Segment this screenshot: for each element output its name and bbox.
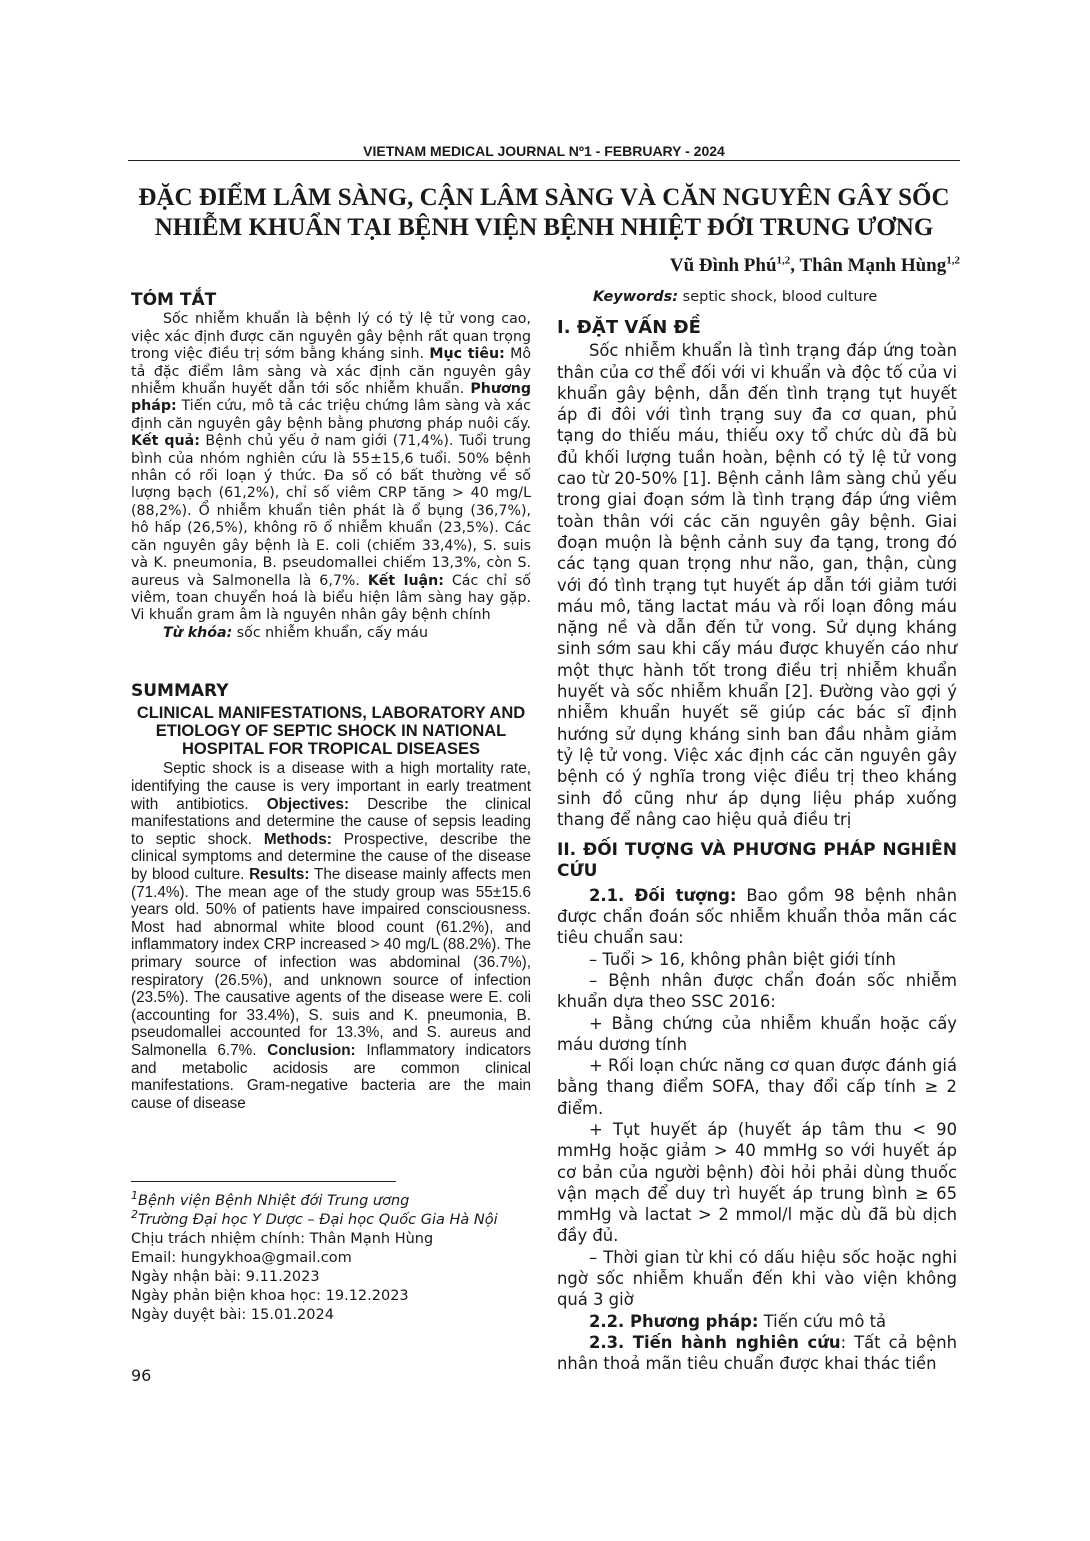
summary-text-2: Describe the clinical manifestations and determine the cause of sepsis leading to septic shock. bbox=[131, 795, 531, 848]
article-title bbox=[128, 183, 960, 243]
author-2-affil: 1,2 bbox=[946, 254, 960, 267]
summary-title: CLINICAL MANIFESTATIONS, LABORATORY AND ETIOLOGY OF SEPTIC SHOCK IN NATIONAL HOSPITAL FOR TROPICAL DISEASES bbox=[136, 704, 526, 759]
authors bbox=[670, 255, 960, 277]
author-2: Thân Mạnh Hùng bbox=[799, 255, 947, 276]
tomtat-label-conclusion: Kết luận: bbox=[367, 572, 444, 589]
summary-label-results: Results: bbox=[249, 865, 310, 883]
tomtat-text-1: Sốc nhiễm khuẩn là bệnh lý có tỷ lệ tử vong cao, việc xác định được căn nguyên gây bệnh rất quan trọng trong việc điều trị sớm bằng kháng sinh. bbox=[131, 311, 531, 363]
footnote-2-sup: 2 bbox=[131, 1208, 138, 1222]
tomtat-text-5: Các chỉ số viêm, toan chuyển hoá là biểu hiện lâm sàng hay gặp. Vi khuẩn gram âm là nguyên nhân gây bệnh chính bbox=[131, 572, 531, 624]
footnote-2 bbox=[131, 1208, 531, 1230]
criterion-ssc: – Bệnh nhân được chẩn đoán sốc nhiễm khuẩn dựa theo SSC 2016: bbox=[557, 970, 957, 1012]
summary-text-1: Septic shock is a disease with a high mortality rate, identifying the cause is very important in early treatment with antibiotics. bbox=[131, 760, 531, 813]
tomtat-text-3: Tiến cứu, mô tả các triệu chứng lâm sàng và xác định căn nguyên gây bệnh bằng phương pháp nuôi cấy. bbox=[131, 398, 531, 432]
tomtat-heading: TÓM TẮT bbox=[131, 290, 217, 310]
subsection-2-3-text: : Tất cả bệnh nhân thoả mãn tiêu chuẩn được khai thác tiền bbox=[557, 1332, 957, 1374]
header-rule bbox=[128, 160, 960, 161]
summary-text-3: Prospective, describe the clinical symptoms and determine the cause of the disease by blood culture. bbox=[131, 830, 531, 883]
criterion-sofa: + Rối loạn chức năng cơ quan được đánh giá bằng thang điểm SOFA, thay đổi cấp tính ≥ 2 điểm. bbox=[557, 1056, 957, 1118]
summary-text-5: Inflammatory indicators and metabolic acidosis are common clinical manifestations. Gram-negative bacteria are the main cause of disease bbox=[131, 1041, 531, 1112]
summary-label-objectives: Objectives: bbox=[266, 795, 350, 813]
tomtat-text-2: Mô tả đặc điểm lâm sàng và xác định căn nguyên gây nhiễm khuẩn huyết dẫn tới sốc nhiễm khuẩn. bbox=[131, 346, 532, 398]
date-accepted: Ngày duyệt bài: 15.01.2024 bbox=[131, 1307, 334, 1323]
date-reviewed: Ngày phản biện khoa học: 19.12.2023 bbox=[131, 1288, 409, 1304]
footnote-1-text: Bệnh viện Bệnh Nhiệt đới Trung ương bbox=[138, 1193, 410, 1209]
footnote-1-sup: 1 bbox=[131, 1189, 138, 1203]
keywords-text: septic shock, blood culture bbox=[678, 289, 878, 305]
criterion-age: – Tuổi > 16, không phân biệt giới tính bbox=[589, 949, 896, 969]
footnotes bbox=[131, 1189, 531, 1325]
title-line-1: ĐẶC ĐIỂM LÂM SÀNG, CẬN LÂM SÀNG VÀ CĂN NGUYÊN GÂY SỐC bbox=[138, 184, 950, 211]
tomtat-label-results: Kết quả: bbox=[131, 433, 200, 450]
journal-header: VIETNAM MEDICAL JOURNAL Nº1 - FEBRUARY - 2024 bbox=[363, 143, 725, 159]
tomtat-body bbox=[131, 311, 531, 624]
section-2-heading: II. ĐỐI TƯỢNG VÀ PHƯƠNG PHÁP NGHIÊN CỨU bbox=[557, 840, 957, 882]
footnote-2-text: Trường Đại học Y Dược – Đại học Quốc Gia Hà Nội bbox=[138, 1212, 498, 1228]
criterion-time: – Thời gian từ khi có dấu hiệu sốc hoặc nghi ngờ sốc nhiễm khuẩn đến khi vào viện không quá 3 giờ bbox=[557, 1247, 957, 1310]
subsection-2-1 bbox=[557, 885, 957, 949]
footnote-rule bbox=[131, 1181, 396, 1182]
subsection-2-3 bbox=[557, 1332, 957, 1375]
summary-body bbox=[131, 760, 531, 1112]
tomtat-label-methods: Phương pháp: bbox=[131, 381, 531, 415]
subsection-2-2-label: 2.2. Phương pháp: bbox=[589, 1311, 759, 1331]
tomtat-keywords-text: sốc nhiễm khuẩn, cấy máu bbox=[232, 624, 428, 641]
title-line-2: NHIỄM KHUẨN TẠI BỆNH VIỆN BỆNH NHIỆT ĐỚI TRUNG ƯƠNG bbox=[154, 214, 934, 241]
footnote-1 bbox=[131, 1189, 531, 1211]
tomtat-keywords bbox=[131, 625, 531, 642]
abstract-en bbox=[131, 683, 531, 1112]
tomtat-text-4: Bệnh chủ yếu ở nam giới (71,4%). Tuổi trung bình của nhóm nghiên cứu là 55±15,6 tuổi. 50% bệnh nhân có rối loạn ý thức. Đa số có bất thường về số lượng bạch (61,2%), chỉ số viêm CRP tăng > 40 mg/L (88,2%). Ổ nhiễm khuẩn tiên phát là ổ bụng (36,7%), hô hấp (26,5%), không rõ ổ nhiễm khuẩn (23,5%). Các căn nguyên gây bệnh là E. coli (chiếm 33,4%), S. suis và K. pneumonia, B. pseudomallei chiếm 13,3%, còn S. aureus và Salmonella là 6,7%. bbox=[131, 433, 531, 589]
summary-label-methods: Methods: bbox=[263, 830, 332, 848]
date-received: Ngày nhận bài: 9.11.2023 bbox=[131, 1269, 320, 1285]
subsection-2-2-text: Tiến cứu mô tả bbox=[758, 1311, 887, 1331]
author-1: Vũ Đình Phú bbox=[669, 255, 777, 276]
summary-heading: SUMMARY bbox=[131, 681, 229, 701]
criterion-infection: + Bằng chứng của nhiễm khuẩn hoặc cấy máu dương tính bbox=[557, 1013, 957, 1054]
section-1-heading: I. ĐẶT VẤN ĐỀ bbox=[557, 317, 701, 338]
subsection-2-2 bbox=[557, 1311, 957, 1332]
subsection-2-1-text: Bao gồm 98 bệnh nhân được chẩn đoán sốc nhiễm khuẩn thỏa mãn các tiêu chuẩn sau: bbox=[557, 885, 957, 948]
keywords-label: Keywords: bbox=[593, 289, 679, 305]
email: Email: hungykhoa@gmail.com bbox=[131, 1250, 352, 1266]
subsection-2-1-label: 2.1. Đối tượng: bbox=[589, 885, 737, 905]
corresponding-author: Chịu trách nhiệm chính: Thân Mạnh Hùng bbox=[131, 1231, 434, 1247]
summary-label-conclusion: Conclusion: bbox=[267, 1041, 356, 1059]
tomtat-label-objectives: Mục tiêu: bbox=[429, 346, 505, 363]
right-column bbox=[557, 288, 957, 1375]
section-1-body: Sốc nhiễm khuẩn là tình trạng đáp ứng toàn thân của cơ thể đối với vi khuẩn và độc tố của vi khuẩn gây bệnh, dẫn đến tình trạng tụt huyết áp đi đôi với tình trạng suy đa cơ quan, phủ tạng do thiếu máu, thiếu oxy tổ chức dù đã bù đủ khối lượng tuần hoàn, bệnh có tỷ lệ tử vong cao từ 20-50% [1]. Bệnh cảnh lâm sàng chủ yếu trong giai đoạn sớm là tình trạng đáp ứng viêm toàn thân với các căn nguyên gây bệnh. Giai đoạn muộn là bệnh cảnh suy đa tạng, trong đó các tạng quan trọng như não, gan, thận, cùng với đó tình trạng tụt huyết áp dẫn tới giảm tưới máu mô, tăng lactat máu và rối loạn đông máu nặng nề và dẫn đến tử vong. Sử dụng kháng sinh sớm sau khi cấy máu được khuyến cáo như một thực hành tốt trong điều trị nhiễm khuẩn huyết và sốc nhiễm khuẩn [2]. Đường vào gợi ý nhiễm khuẩn huyết sẽ giúp các bác sĩ định hướng sử dụng kháng sinh ban đầu nhằm giảm tỷ lệ tử vong. Việc xác định các căn nguyên gây bệnh có ý nghĩa trong việc điều trị theo kháng sinh đồ cũng như áp dụng liệu pháp xuống thang để nâng cao hiệu quả điều trị bbox=[557, 341, 957, 829]
tomtat-keywords-label: Từ khóa: bbox=[163, 624, 233, 641]
author-1-affil: 1,2 bbox=[776, 254, 791, 267]
criterion-hypotension: + Tụt huyết áp (huyết áp tâm thu < 90 mmHg hoặc giảm > 40 mmHg so với huyết áp cơ bản của người bệnh) đòi hỏi phải dùng thuốc vận mạch để duy trì huyết áp trung bình ≥ 65 mmHg và lactat > 2 mmol/l mặc dù đã bù dịch đầy đủ. bbox=[557, 1119, 957, 1246]
summary-text-4: The disease mainly affects men (71.4%). The mean age of the study group was 55±15.6 years old. 50% of patients have impaired consciousness. Most had abnormal white blood count (61.2%), and inflammatory index CRP increased > 40 mg/L (88.2%). The primary source of infection was abdominal (36.7%), respiratory (26.5%), and unknown source of infection (23.5%). The causative agents of the disease were E. coli (accounting for 33.4%), S. suis and K. pneumonia, B. pseudomallei accounted for 13.3%, and S. aureus and Salmonella 6.7%. bbox=[131, 865, 531, 1059]
keywords-en bbox=[557, 288, 957, 307]
page-number: 96 bbox=[131, 1366, 152, 1385]
abstract-vi bbox=[131, 292, 531, 642]
subsection-2-3-label: 2.3. Tiến hành nghiên cứu bbox=[589, 1332, 841, 1352]
author-separator: , bbox=[790, 255, 800, 276]
